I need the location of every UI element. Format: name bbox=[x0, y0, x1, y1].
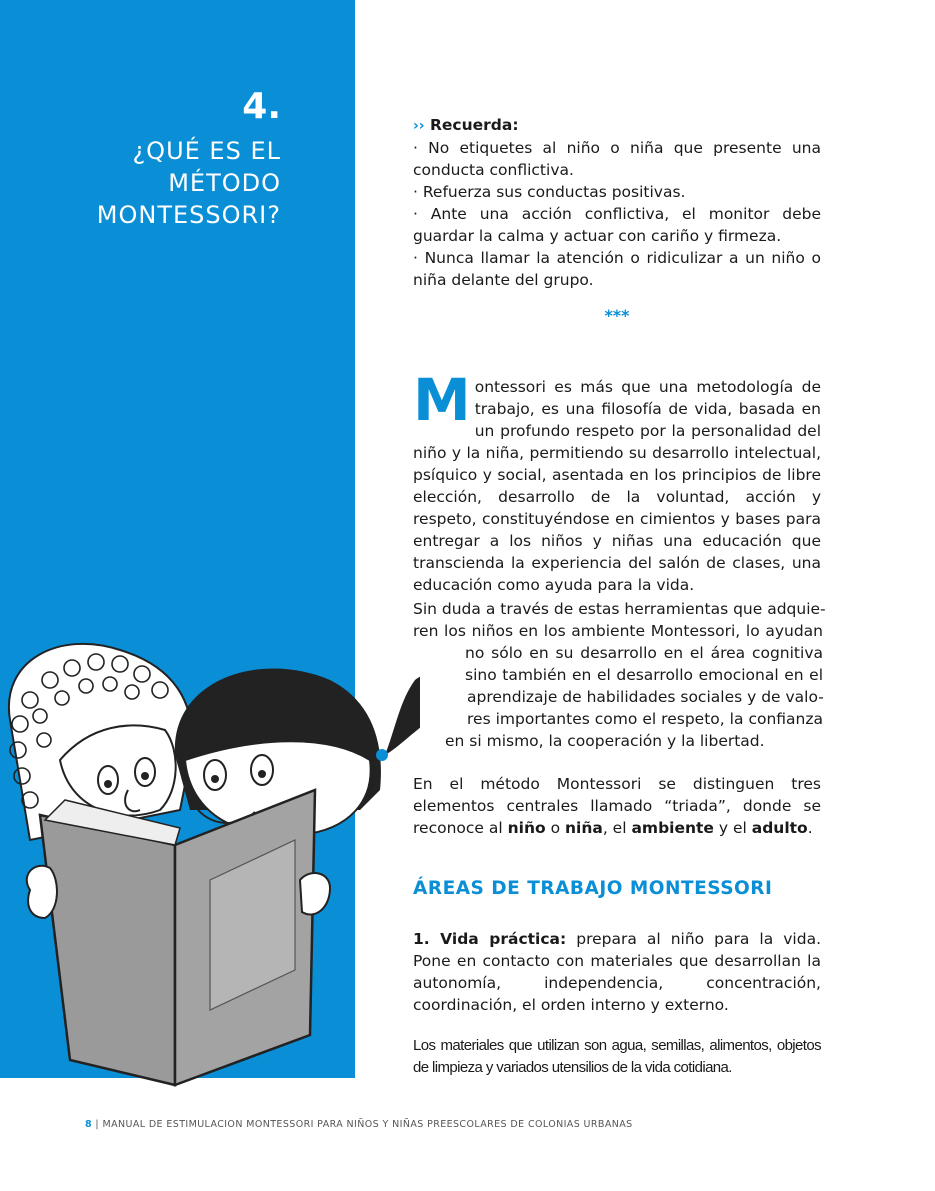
section-separator: *** bbox=[604, 306, 630, 325]
intro-paragraph bbox=[413, 366, 821, 596]
bold-term: niña bbox=[564, 819, 603, 837]
chapter-number: 4. bbox=[242, 86, 281, 127]
drop-cap: M bbox=[413, 366, 471, 434]
arrow-icon: ›› bbox=[413, 118, 425, 134]
paragraph-line: no sólo en su desarrollo en el área cognitiva bbox=[465, 644, 823, 662]
section-heading: ÁREAS DE TRABAJO MONTESSORI bbox=[413, 878, 773, 899]
recuerda-item: · Refuerza sus conductas positivas. bbox=[413, 183, 686, 201]
materiales-paragraph: Los materiales que utilizan son agua, semillas, alimentos, objetos de limpieza y variados utensilios de la vida cotidiana. bbox=[413, 1037, 821, 1076]
paragraph-line: ren los niños en los ambiente Montessori, lo ayudan bbox=[413, 622, 823, 640]
chapter-title-line: ¿QUÉ ES EL bbox=[132, 137, 281, 165]
footer-separator: | bbox=[92, 1119, 103, 1130]
sin-duda-paragraph bbox=[413, 598, 826, 752]
recuerda-item: · No etiquetes al niño o niña que presente una conducta conflictiva. bbox=[413, 139, 821, 179]
recuerda-item: · Nunca llamar la atención o ridiculizar a un niño o niña delante del grupo. bbox=[413, 249, 821, 289]
paragraph-line: res importantes como el respeto, la confianza bbox=[467, 710, 823, 728]
triada-text: En el método Montessori se distinguen tres elementos centrales llamado “triada”, donde se reconoce al bbox=[413, 775, 821, 837]
recuerda-box bbox=[413, 114, 821, 291]
bold-term: niño bbox=[507, 819, 546, 837]
footer-title: MANUAL DE ESTIMULACION MONTESSORI PARA NIÑOS Y NIÑAS PREESCOLARES DE COLONIAS URBANAS bbox=[102, 1119, 633, 1130]
triada-paragraph bbox=[413, 773, 821, 839]
recuerda-item: · Ante una acción conflictiva, el monitor debe guardar la calma y actuar con cariño y firmeza. bbox=[413, 205, 821, 245]
book bbox=[40, 790, 315, 1085]
intro-text: ontessori es más que una metodología de trabajo, es una filosofía de vida, basada en un profundo respeto por la personalidad del niño y la niña, permitiendo su desarrollo intelectual, psíquico y social, asentada en los principios de libre elección, desarrollo de la voluntad, acción y respeto, constituyéndose en cimientos y bases para entregar a los niños y niñas una educación que transcienda la experiencia del salón de clases, una educación como ayuda para la vida. bbox=[413, 378, 821, 594]
paragraph-line: Sin duda a través de estas herramientas que adquie- bbox=[413, 600, 826, 618]
vida-practica-paragraph bbox=[413, 928, 821, 1016]
chapter-title bbox=[97, 135, 281, 231]
recuerda-heading-text: Recuerda: bbox=[429, 116, 519, 134]
recuerda-heading bbox=[413, 114, 821, 137]
paragraph-line: sino también en el desarrollo emocional en el bbox=[465, 666, 823, 684]
page-footer bbox=[85, 1119, 633, 1130]
bold-term: adulto bbox=[751, 819, 808, 837]
bold-term: ambiente bbox=[631, 819, 714, 837]
triada-text: y el bbox=[713, 819, 752, 837]
triada-text: . bbox=[807, 819, 813, 837]
triada-text: o bbox=[545, 819, 565, 837]
chapter-title-line: MÉTODO bbox=[168, 169, 281, 197]
paragraph-line: aprendizaje de habilidades sociales y de valo- bbox=[467, 688, 824, 706]
children-reading-illustration bbox=[0, 640, 420, 1090]
vida-practica-label: 1. Vida práctica: bbox=[413, 930, 567, 948]
chapter-title-line: MONTESSORI? bbox=[96, 201, 281, 229]
vida-practica-text: prepara al niño para la vida. Pone en contacto con materiales que desarrollan la autonomía, independencia, concentración, coordinación, el orden interno y externo. bbox=[413, 930, 821, 1014]
page-number: 8 bbox=[85, 1119, 93, 1130]
paragraph-line: en si mismo, la cooperación y la libertad. bbox=[445, 732, 765, 750]
triada-text: , el bbox=[602, 819, 632, 837]
